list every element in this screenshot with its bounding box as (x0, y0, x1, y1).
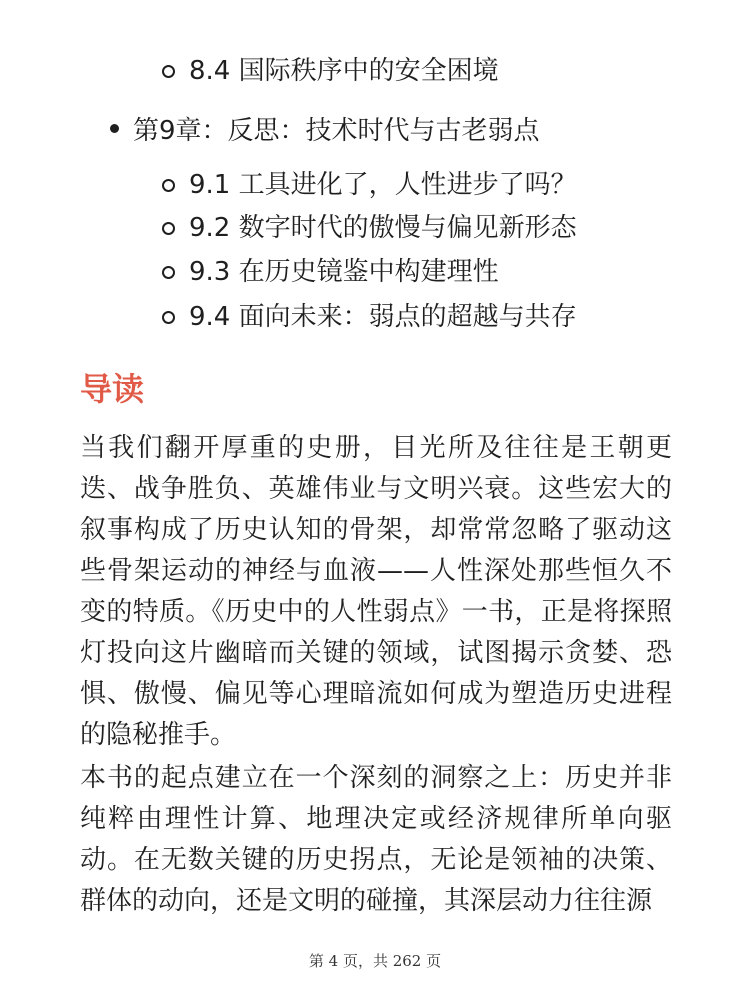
outline-item-label: 9.4 面向未来：弱点的超越与共存 (189, 302, 577, 332)
circle-bullet-icon (162, 65, 175, 78)
outline-item-9-3 (162, 252, 499, 292)
outline-item-9-2 (162, 208, 577, 248)
section-heading: 导读 (80, 370, 145, 408)
outline-item-9-1 (162, 165, 577, 205)
outline-chapter-label: 第9章：反思：技术时代与古老弱点 (133, 115, 540, 146)
circle-bullet-icon (162, 266, 175, 279)
circle-bullet-icon (162, 311, 175, 324)
outline-item-label: 9.3 在历史镜鉴中构建理性 (189, 257, 499, 287)
outline-item-label: 8.4 国际秩序中的安全困境 (189, 56, 499, 86)
outline-item-8-4 (162, 51, 499, 91)
page-number: 第 4 页，共 262 页 (308, 952, 442, 970)
circle-bullet-icon (162, 179, 175, 192)
outline-item-label: 9.2 数字时代的傲慢与偏见新形态 (189, 213, 577, 243)
outline-item-9-4 (162, 297, 577, 337)
outline-chapter-9 (110, 106, 540, 150)
disc-bullet-icon (110, 124, 119, 133)
paragraph-2: 本书的起点建立在一个深刻的洞察之上：历史并非纯粹由理性计算、地理决定或经济规律所单向驱动。在无数关键的历史拐点，无论是领袖的决策、群体的动向，还是文明的碰撞，其深层动力往往源 (80, 763, 672, 916)
paragraph-1: 当我们翻开厚重的史册，目光所及往往是王朝更迭、战争胜负、英雄伟业与文明兴衰。这些宏大的叙事构成了历史认知的骨架，却常常忽略了驱动这些骨架运动的神经与血液——人性深处那些恒久不变的特质。《历史中的人性弱点》一书，正是将探照灯投向这片幽暗而关键的领域，试图揭示贪婪、恐惧、傲慢、偏见等心理暗流如何成为塑造历史进程的隐秘推手。 (80, 433, 672, 750)
circle-bullet-icon (162, 222, 175, 235)
outline-item-label: 9.1 工具进化了，人性进步了吗？ (189, 170, 577, 200)
